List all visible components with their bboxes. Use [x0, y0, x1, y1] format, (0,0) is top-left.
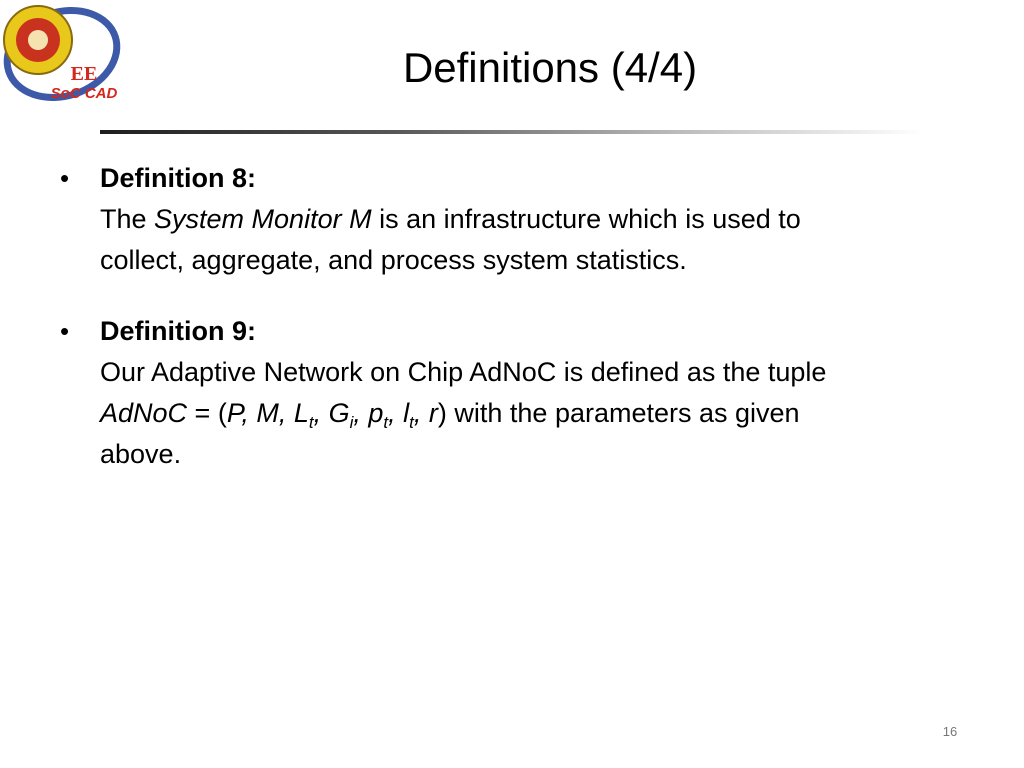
text-run: = ( — [187, 398, 227, 428]
definition-text-line: above. — [100, 439, 182, 469]
definition-9 — [60, 311, 960, 475]
definition-text-line: collect, aggregate, and process system statistics. — [100, 245, 687, 275]
subscript: t — [383, 413, 389, 432]
logo-soc-text: SoC CAD — [50, 85, 118, 102]
definition-text-line: Our Adaptive Network on Chip AdNoC is defined as the tuple — [100, 357, 827, 387]
text-run-italic: System Monitor M — [154, 204, 372, 234]
definition-heading: Definition 8: — [100, 163, 256, 193]
subscript: t — [409, 413, 414, 432]
text-run-italic: P, M, L — [226, 398, 309, 428]
logo-ee-text: EE — [70, 63, 98, 85]
definition-heading: Definition 9: — [100, 316, 256, 346]
bullet-icon: • — [60, 163, 70, 193]
page-number: 16 — [942, 724, 958, 739]
text-run-italic: , G — [313, 398, 350, 428]
title-divider — [100, 130, 924, 134]
text-run: The — [100, 204, 155, 234]
tuple-definition-line — [100, 393, 960, 434]
slide-title: Definitions (4/4) — [402, 44, 698, 91]
text-run-italic: , l — [388, 398, 410, 428]
subscript: i — [349, 413, 354, 432]
text-run-italic: , r — [413, 398, 438, 428]
text-run-italic: , p — [353, 398, 384, 428]
subscript: t — [308, 413, 314, 432]
university-logo — [0, 0, 124, 108]
definition-8 — [60, 158, 960, 281]
bullet-icon: • — [60, 316, 70, 346]
text-run: is an infrastructure which is used to — [371, 204, 801, 234]
text-run: ) with the parameters as given — [437, 398, 800, 428]
slide-body — [60, 158, 960, 505]
definition-text-line — [100, 199, 960, 240]
text-run-italic: AdNoC — [100, 398, 188, 428]
